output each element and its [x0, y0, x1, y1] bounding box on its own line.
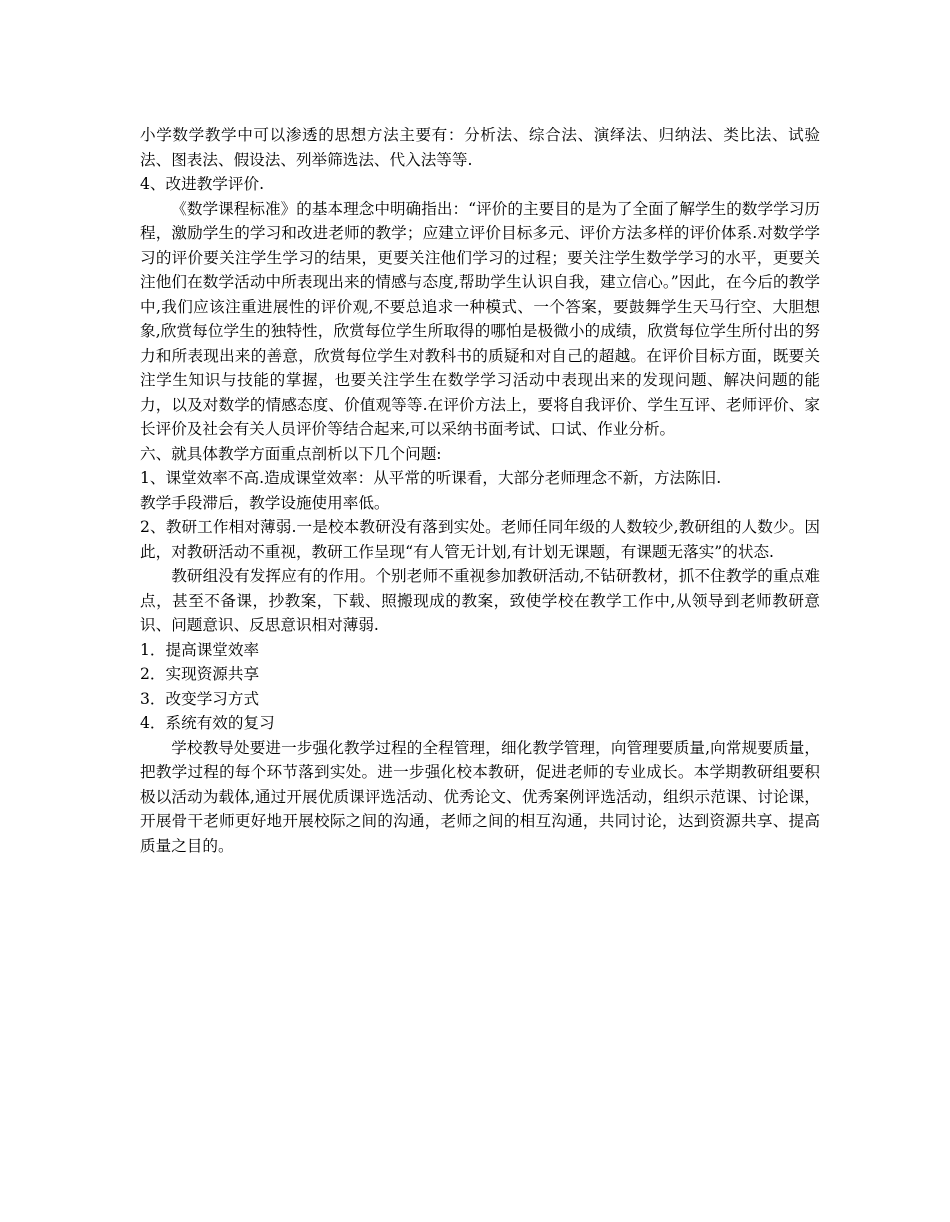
paragraph-school-management: 学校教导处要进一步强化教学过程的全程管理，细化教学管理，向管理要质量,向常规要质量，把教学过程的每个环节落到实处。进一步强化校本教研，促进老师的专业成长。本学期教研组要积极以活动为载体,通过开展优质课评选活动、优秀论文、优秀案例评选活动，组织示范课、讨论课，开展骨干老师更好地开展校际之间的沟通，老师之间的相互沟通，共同讨论，达到资源共享、提高质量之目的。	[140, 738, 820, 855]
list-item-4: 4．系统有效的复习	[140, 714, 275, 732]
document-body	[140, 123, 820, 858]
paragraph-teaching-means: 教学手段滞后，教学设施使用率低。	[140, 493, 390, 512]
paragraph-methods: 小学数学教学中可以渗透的思想方法主要有：分析法、综合法、演绎法、归纳法、类比法、试验法、图表法、假设法、列举筛选法、代入法等等.	[140, 126, 820, 169]
heading-section-six: 六、就具体教学方面重点剖析以下几个问题:	[140, 444, 442, 463]
heading-improve-evaluation: 4、改进教学评价.	[140, 175, 265, 193]
paragraph-research-weak: 2、教研工作相对薄弱.一是校本教研没有落到实处。老师任同年级的人数较少,教研组的人数少。因此，对教研活动不重视，教研工作呈现“有人管无计划,有计划无课题，有课题无落实”的状态.	[140, 518, 820, 561]
list-item-3: 3．改变学习方式	[140, 689, 260, 708]
list-item-2: 2．实现资源共享	[140, 665, 260, 683]
paragraph-research-group: 教研组没有发挥应有的作用。个别老师不重视参加教研活动,不钻研教材，抓不住教学的重点难点，甚至不备课，抄教案，下载、照搬现成的教案，致使学校在教学工作中,从领导到老师教研意识、问题意识、反思意识相对薄弱.	[140, 567, 820, 634]
paragraph-classroom-efficiency: 1、课堂效率不高.造成课堂效率：从平常的听课看，大部分老师理念不新，方法陈旧.	[140, 469, 722, 487]
paragraph-curriculum-standards: 《数学课程标准》的基本理念中明确指出：“评价的主要目的是为了全面了解学生的数学学习历程，激励学生的学习和改进老师的教学；应建立评价目标多元、评价方法多样的评价体系.对数学学习的评价要关注学生学习的结果，更要关注他们学习的过程；要关注学生数学学习的水平，更要关注他们在数学活动中所表现出来的情感与态度,帮助学生认识自我，建立信心。”因此，在今后的教学中,我们应该注重进展性的评价观,不要总追求一种模式、一个答案，要鼓舞学生天马行空、大胆想象,欣赏每位学生的独特性，欣赏每位学生所取得的哪怕是极微小的成绩，欣赏每位学生所付出的努力和所表现出来的善意，欣赏每位学生对教科书的质疑和对自己的超越。在评价目标方面，既要关注学生知识与技能的掌握，也要关注学生在数学学习活动中表现出来的发现问题、解决问题的能力，以及对数学的情感态度、价值观等等.在评价方法上，要将自我评价、学生互评、老师评价、家长评价及社会有关人员评价等结合起来,可以采纳书面考试、口试、作业分析。	[140, 199, 820, 438]
list-item-1: 1．提高课堂效率	[140, 640, 260, 659]
